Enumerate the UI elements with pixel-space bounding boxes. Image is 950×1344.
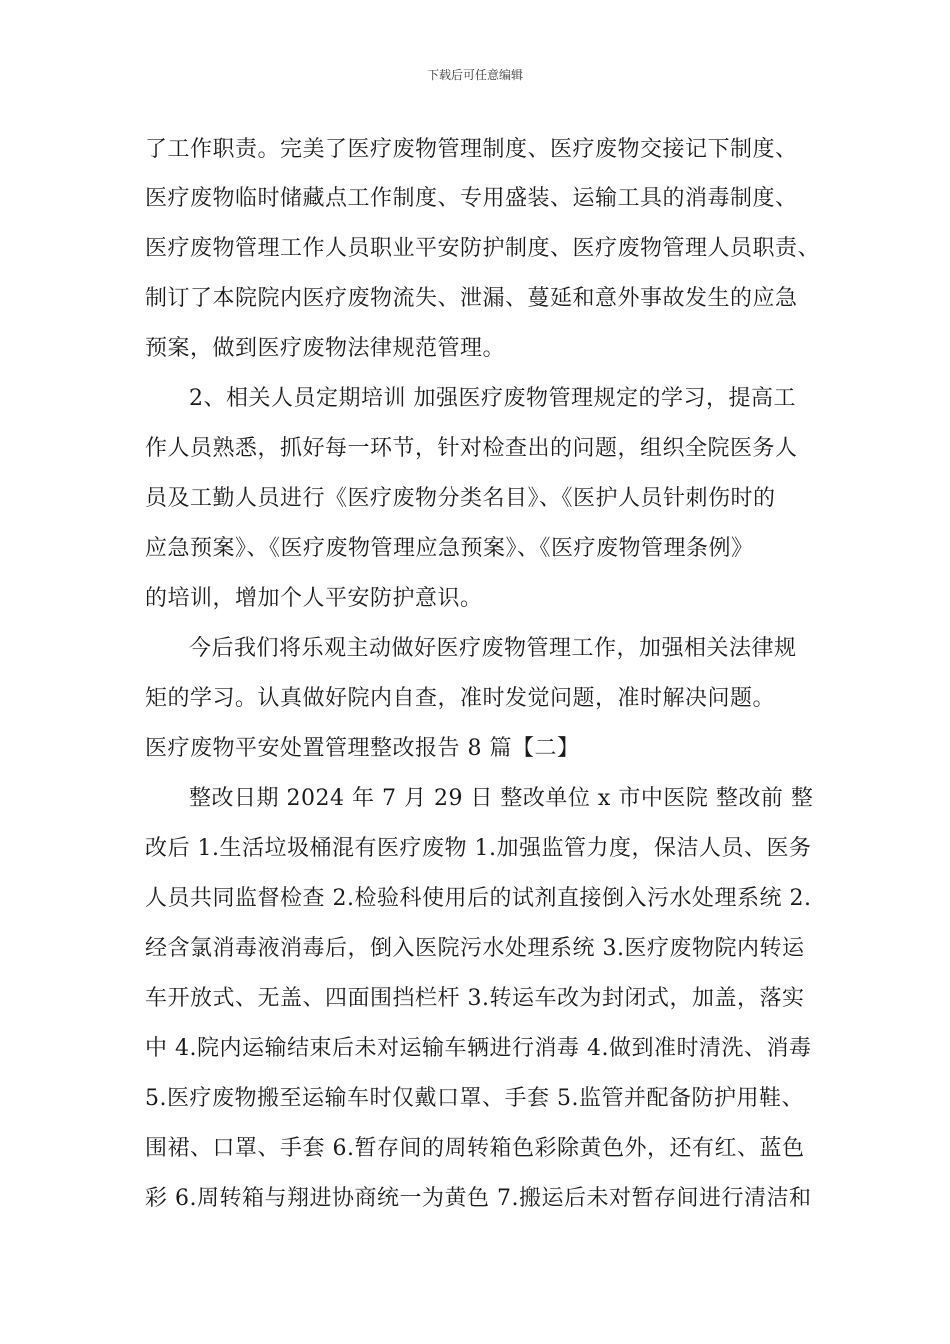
body-line: 矩的学习。认真做好院内自查，准时发觉问题，准时解决问题。 <box>145 686 776 711</box>
body-line: 员及工勤人员进行《医疗废物分类名目》、《医护人员针刺伤时的 <box>145 486 776 511</box>
body-line: 2、相关人员定期培训 加强医疗废物管理规定的学习，提高工 <box>189 386 796 411</box>
body-line: 中 4.院内运输结束后未对运输车辆进行消毒 4.做到准时清洗、消毒 <box>145 1036 812 1061</box>
body-line: 经含氯消毒液消毒后，倒入医院污水处理系统 3.医疗废物院内转运 <box>145 936 805 961</box>
body-line: 围裙、口罩、手套 6.暂存间的周转箱色彩除黄色外，还有红、蓝色 <box>145 1136 805 1161</box>
body-line: 今后我们将乐观主动做好医疗废物管理工作，加强相关法律规 <box>189 636 797 661</box>
body-line: 医疗废物临时储藏点工作制度、专用盛装、运输工具的消毒制度、 <box>145 186 798 211</box>
body-line: 5.医疗废物搬至运输车时仅戴口罩、手套 5.监管并配备防护用鞋、 <box>145 1086 804 1111</box>
body-line: 的培训，增加个人平安防护意识。 <box>145 586 483 611</box>
body-line: 医疗废物管理工作人员职业平安防护制度、医疗废物管理人员职责、 <box>145 236 821 261</box>
body-line: 预案，做到医疗废物法律规范管理。 <box>145 336 506 361</box>
body-line: 应急预案》、《医疗废物管理应急预案》、《医疗废物管理条例》 <box>145 536 754 561</box>
section-title: 医疗废物平安处置管理整改报告 8 篇【二】 <box>145 736 580 761</box>
body-line: 改后 1.生活垃圾桶混有医疗废物 1.加强监管力度，保洁人员、医务 <box>145 836 812 861</box>
body-line: 车开放式、无盖、四面围挡栏杆 3.转运车改为封闭式，加盖，落实 <box>145 986 805 1011</box>
body-line: 人员共同监督检查 2.检验科使用后的试剂直接倒入污水处理系统 2. <box>145 886 812 911</box>
body-line: 制订了本院院内医疗废物流失、泄漏、蔓延和意外事故发生的应急 <box>145 286 798 311</box>
body-line: 整改日期 2024 年 7 月 29 日 整改单位 x 市中医院 整改前 整 <box>189 786 814 811</box>
body-line: 了工作职责。完美了医疗废物管理制度、医疗废物交接记下制度、 <box>145 137 798 162</box>
body-line: 彩 6.周转箱与翔进协商统一为黄色 7.搬运后未对暂存间进行清洁和 <box>145 1186 812 1211</box>
body-line: 作人员熟悉，抓好每一环节，针对检查出的问题，组织全院医务人 <box>145 436 798 461</box>
page-header: 下载后可任意编辑 <box>426 68 523 82</box>
